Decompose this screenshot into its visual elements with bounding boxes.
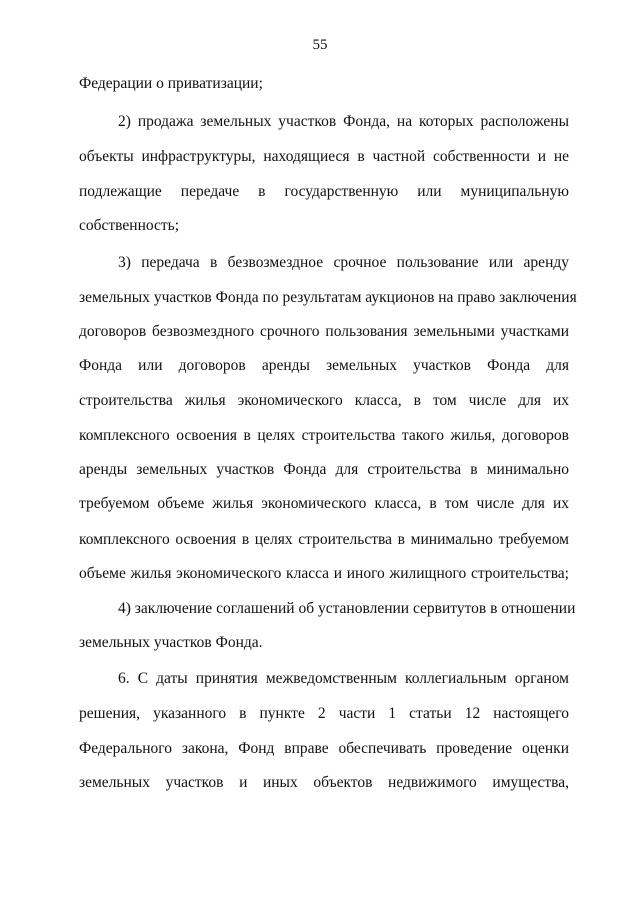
text-line: решения, указанного в пункте 2 части 1 статьи 12 настоящего	[79, 705, 569, 722]
text-line: договоров безвозмездного срочного пользования земельными участками	[79, 323, 569, 340]
text-line: требуемом объеме жилья экономического класса, в том числе для их	[79, 495, 569, 512]
text-line: комплексного освоения в целях строительства такого жилья, договоров	[79, 427, 569, 444]
text-line: строительства жилья экономического класса, в том числе для их	[79, 392, 569, 409]
text-line: 6. С даты принятия межведомственным коллегиальным органом	[118, 670, 569, 687]
text-line: собственность;	[79, 217, 180, 234]
text-line: объекты инфраструктуры, находящиеся в частной собственности и не	[79, 148, 569, 165]
text-line: комплексного освоения в целях строительства в минимально требуемом	[79, 531, 569, 548]
text-line: Федерального закона, Фонд вправе обеспечивать проведение оценки	[79, 740, 569, 757]
text-line: земельных участков Фонда.	[79, 634, 263, 651]
text-line: аренды земельных участков Фонда для строительства в минимально	[79, 461, 569, 478]
text-line: земельных участков и иных объектов недвижимого имущества,	[79, 774, 569, 791]
text-line: 4) заключение соглашений об установлении сервитутов в отношении	[118, 600, 576, 617]
page-number: 55	[312, 37, 328, 53]
text-line: земельных участков Фонда по результатам аукционов на право заключения	[79, 289, 577, 306]
text-line: Федерации о приватизации;	[79, 75, 263, 92]
text-line: 3) передача в безвозмездное срочное пользование или аренду	[118, 254, 569, 271]
text-line: подлежащие передаче в государственную или муниципальную	[79, 183, 569, 200]
text-line: 2) продажа земельных участков Фонда, на которых расположены	[118, 113, 569, 130]
text-line: объеме жилья экономического класса и иного жилищного строительства;	[79, 565, 569, 582]
text-line: Фонда или договоров аренды земельных участков Фонда для	[79, 357, 569, 374]
